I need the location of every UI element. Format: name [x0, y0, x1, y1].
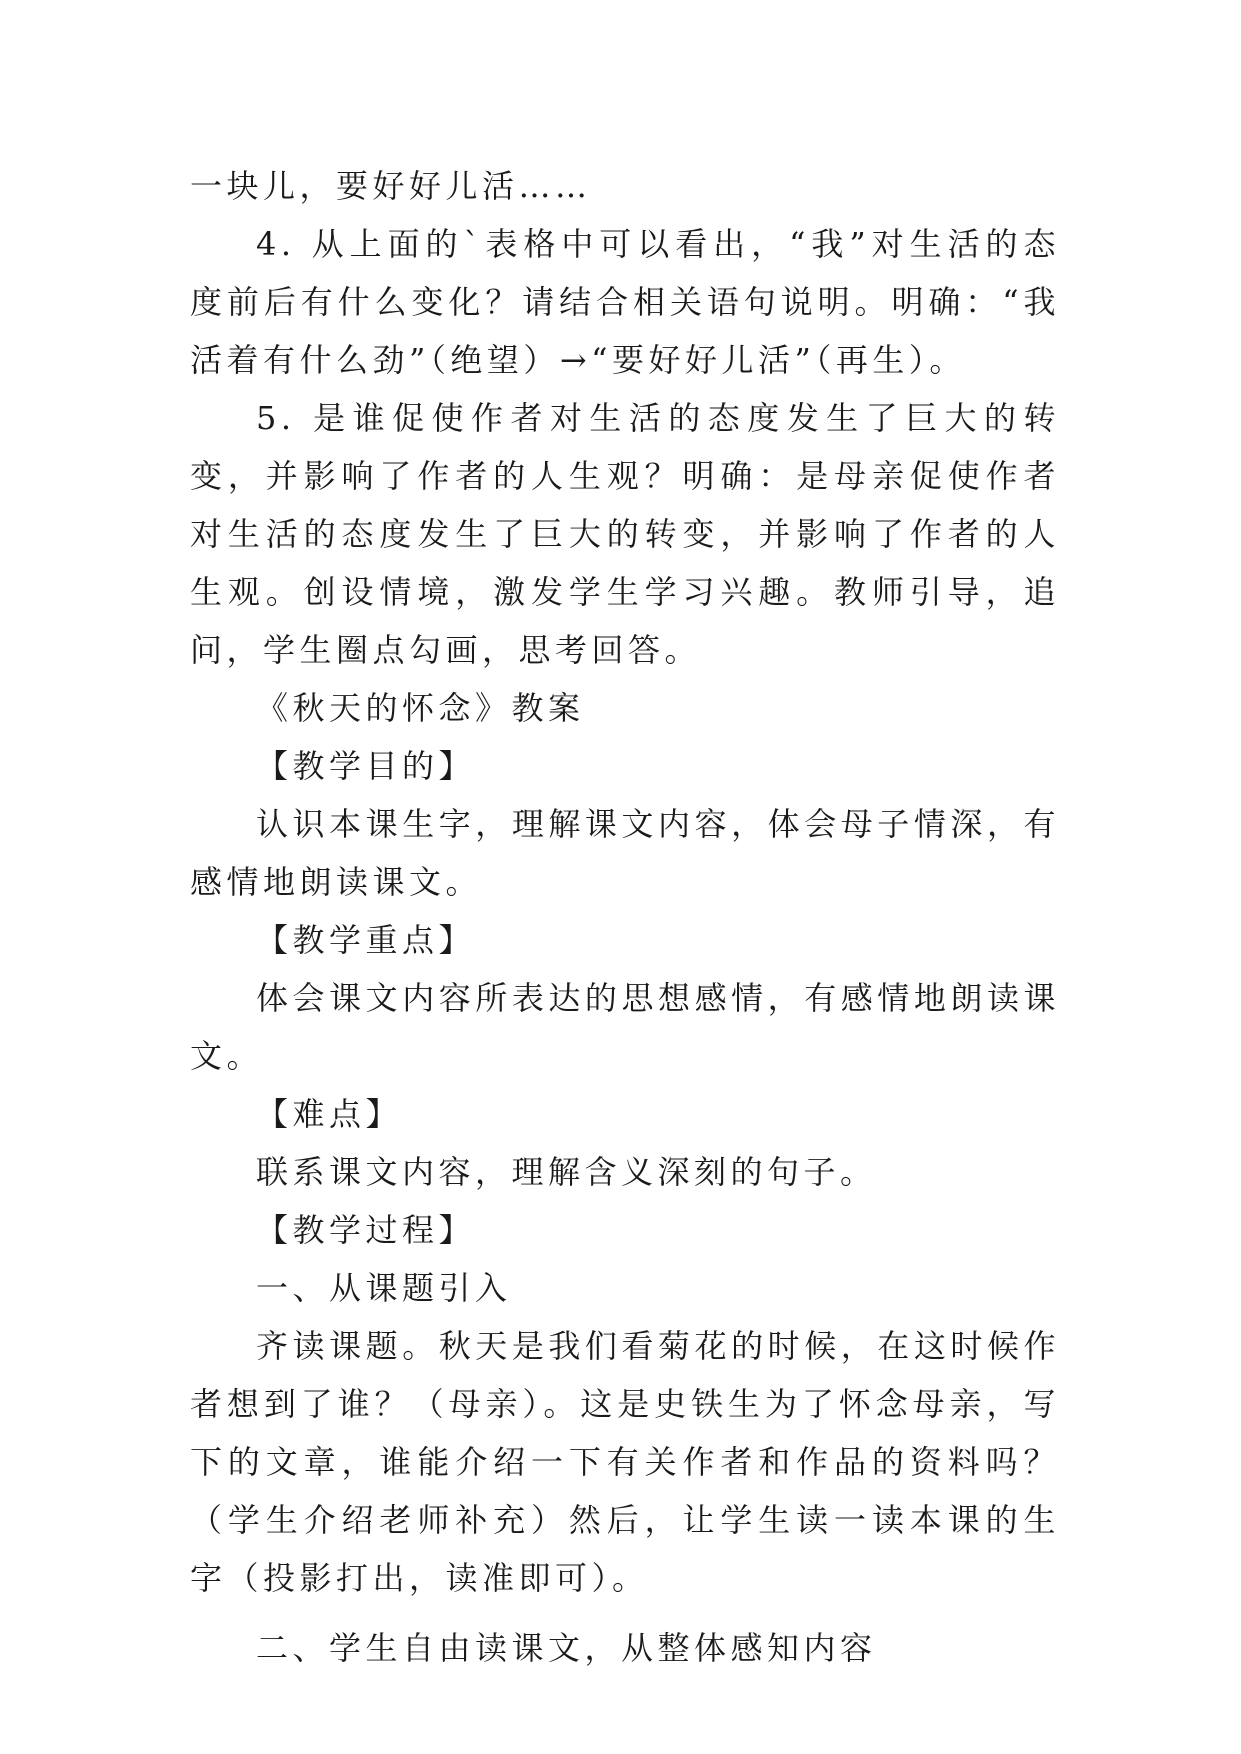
paragraph-question-5: 5. 是谁促使作者对生活的态度发生了巨大的转变，并影响了作者的人生观？明确：是母亲促使作者对生活的态度发生了巨大的转变，并影响了作者的人生观。创设情境，激发学生学习兴趣。教师引导，追问，学生圈点勾画，思考回答。	[190, 399, 1060, 669]
lesson-plan-title: 《秋天的怀念》教案	[256, 689, 585, 727]
paragraph-difficulties: 联系课文内容，理解含义深刻的句子。	[256, 1153, 877, 1191]
section-heading-process: 【教学过程】	[256, 1211, 476, 1249]
section-heading-objectives: 【教学目的】	[256, 747, 476, 785]
section-heading-difficulties: 【难点】	[256, 1095, 403, 1133]
paragraph-objectives: 认识本课生字，理解课文内容，体会母子情深，有感情地朗读课文。	[190, 805, 1060, 901]
section-heading-key-points: 【教学重点】	[256, 921, 476, 959]
paragraph-key-points: 体会课文内容所表达的思想感情，有感情地朗读课文。	[190, 979, 1060, 1075]
paragraph-question-4: 4. 从上面的`表格中可以看出，“我”对生活的态度前后有什么变化？请结合相关语句说明。明确：“我活着有什么劲”（绝望）→“要好好儿活”（再生）。	[190, 225, 1060, 379]
paragraph-continuation: 一块儿，要好好儿活……	[190, 167, 592, 205]
paragraph-process-step-1: 齐读课题。秋天是我们看菊花的时候，在这时候作者想到了谁？（母亲）。这是史铁生为了怀念母亲，写下的文章，谁能介绍一下有关作者和作品的资料吗？（学生介绍老师补充）然后，让学生读一读本课的生字（投影打出，读准即可）。	[190, 1327, 1060, 1597]
process-step-2-heading: 二、学生自由读课文，从整体感知内容	[256, 1629, 877, 1667]
document-body	[190, 157, 1060, 1677]
process-step-1-heading: 一、从课题引入	[256, 1269, 512, 1307]
